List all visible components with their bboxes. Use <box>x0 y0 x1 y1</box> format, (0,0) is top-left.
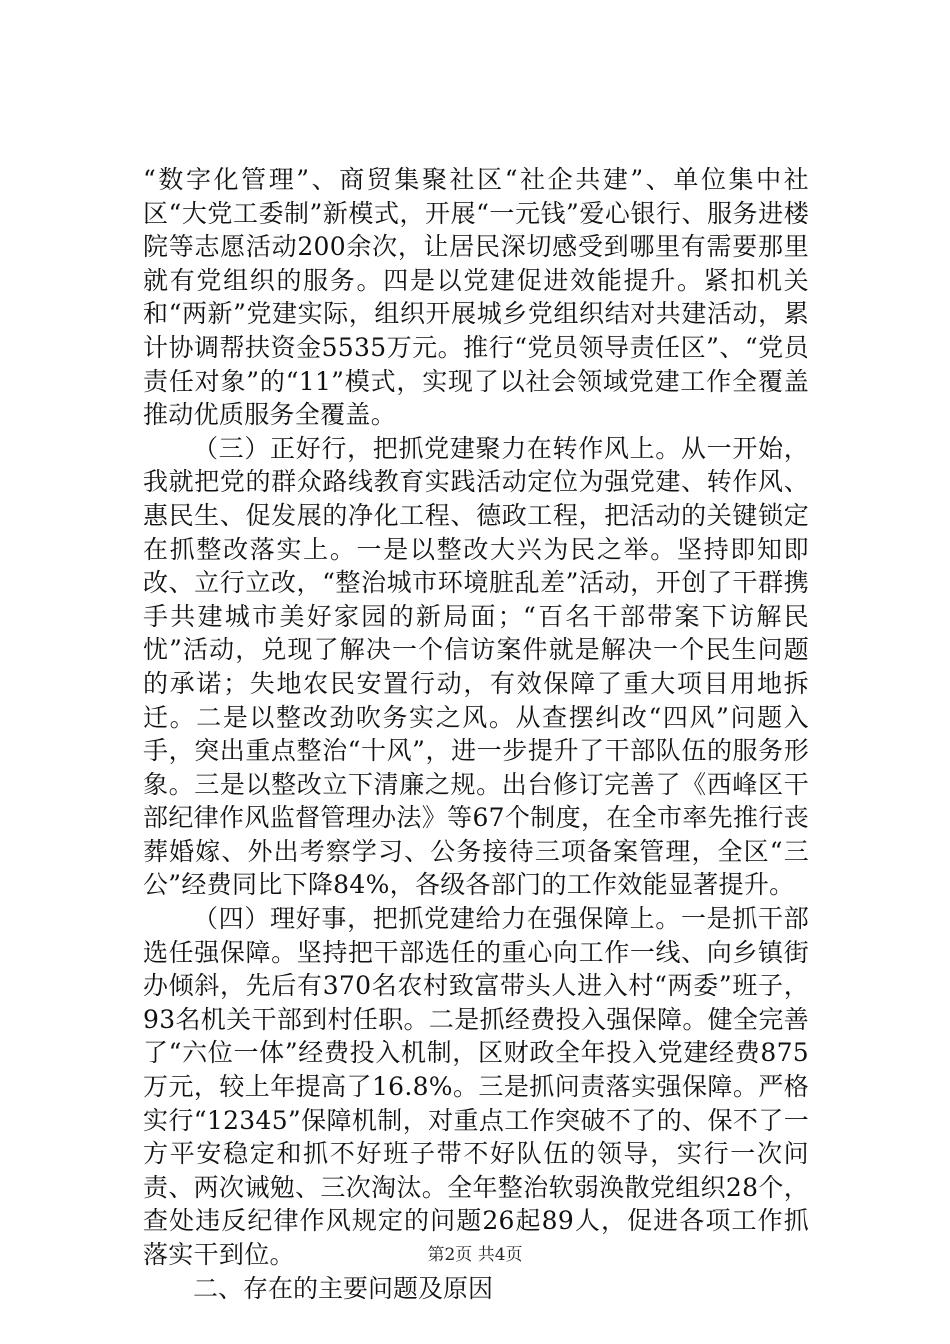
paragraph-continued: “数字化管理”、商贸集聚社区“社企共建”、单位集中社区“大党工委制”新模式，开展“一元钱”爱心银行、服务进楼院等志愿活动200余次，让居民深切感受到哪里有需要那里就有党组织的服务。四是以党建促进效能提升。紧扣机关和“两新”党建实际，组织开展城乡党组织结对共建活动，累计协调帮扶资金5535万元。推行“党员领导责任区”、“党员责任对象”的“11”模式，实现了以社会领域党建工作全覆盖推动优质服务全覆盖。 <box>143 165 809 430</box>
paragraph-section-three: （三）正好行，把抓党建聚力在转作风上。从一开始，我就把党的群众路线教育实践活动定位为强党建、转作风、惠民生、促发展的净化工程、德政工程，把活动的关键锁定在抓整改落实上。一是以整改大兴为民之举。坚持即知即改、立行立改，“整治城市环境脏乱差”活动，开创了干群携手共建城市美好家园的新局面；“百名干部带案下访解民忧”活动，兑现了解决一个信访案件就是解决一个民生问题的承诺；失地农民安置行动，有效保障了重大项目用地拆迁。二是以整改劲吹务实之风。从查摆纠改“四风”问题入手，突出重点整治“十风”，进一步提升了干部队伍的服务形象。三是以整改立下清廉之规。出台修订完善了《西峰区干部纪律作风监督管理办法》等67个制度，在全市率先推行丧葬婚嫁、外出考察学习、公务接待三项备案管理，全区“三公”经费同比下降84%，各级各部门的工作效能显著提升。 <box>143 433 809 900</box>
section-heading: 二、存在的主要问题及原因 <box>193 1273 494 1303</box>
document-body <box>143 163 809 1305</box>
paragraph-section-four: （四）理好事，把抓党建给力在强保障上。一是抓干部选任强保障。坚持把干部选任的重心向工作一线、向乡镇街办倾斜，先后有370名农村致富带头人进入村“两委”班子，93名机关干部到村任职。二是抓经费投入强保障。健全完善了“六位一体”经费投入机制，区财政全年投入党建经费875万元，较上年提高了16.8%。三是抓问责落实强保障。严格实行“12345”保障机制，对重点工作突破不了的、保不了一方平安稳定和抓不好班子带不好队伍的领导，实行一次问责、两次诫勉、三次淘汰。全年整治软弱涣散党组织28个，查处违反纪律作风规定的问题26起89人，促进各项工作抓落实干到位。 <box>143 904 809 1269</box>
page-number-footer: 第2页 共4页 <box>427 1245 523 1265</box>
